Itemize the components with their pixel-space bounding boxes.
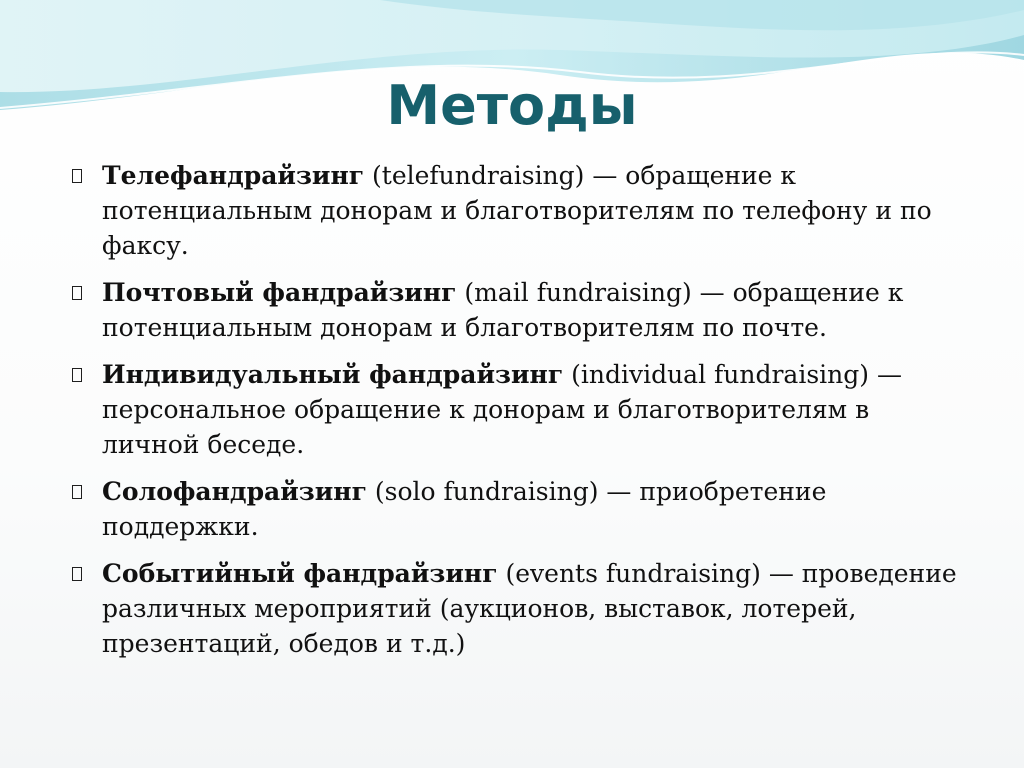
list-item-individual-fundraising	[72, 357, 972, 462]
bullet-icon	[72, 567, 82, 581]
list-item-events-fundraising	[72, 556, 972, 661]
bullet-icon	[72, 485, 82, 499]
item-term: Событийный фандрайзинг	[102, 559, 498, 588]
item-term: Почтовый фандрайзинг	[102, 278, 457, 307]
methods-list	[72, 158, 972, 673]
bullet-icon	[72, 169, 82, 183]
bullet-icon	[72, 368, 82, 382]
item-description: (telefundraising) — обращение к потенциальным донорам и благотворителям по телефону и по факсу.	[102, 161, 932, 260]
list-item-solo-fundraising	[72, 474, 972, 544]
slide-title: Методы	[386, 74, 638, 137]
item-description: (individual fundraising) — персональное обращение к донорам и благотворителям в личной беседе.	[102, 360, 902, 459]
item-term: Индивидуальный фандрайзинг	[102, 360, 564, 389]
item-term: Солофандрайзинг	[102, 477, 367, 506]
item-description: (mail fundraising) — обращение к потенциальным донорам и благотворителям по почте.	[102, 278, 904, 342]
item-term: Телефандрайзинг	[102, 161, 365, 190]
list-item-mail-fundraising	[72, 275, 972, 345]
list-item-telefundraising	[72, 158, 972, 263]
item-description: (events fundraising) — проведение различных мероприятий (аукционов, выставок, лотерей, презентаций, обедов и т.д.)	[102, 559, 957, 658]
item-description: (solo fundraising) — приобретение поддержки.	[102, 477, 827, 541]
bullet-icon	[72, 286, 82, 300]
